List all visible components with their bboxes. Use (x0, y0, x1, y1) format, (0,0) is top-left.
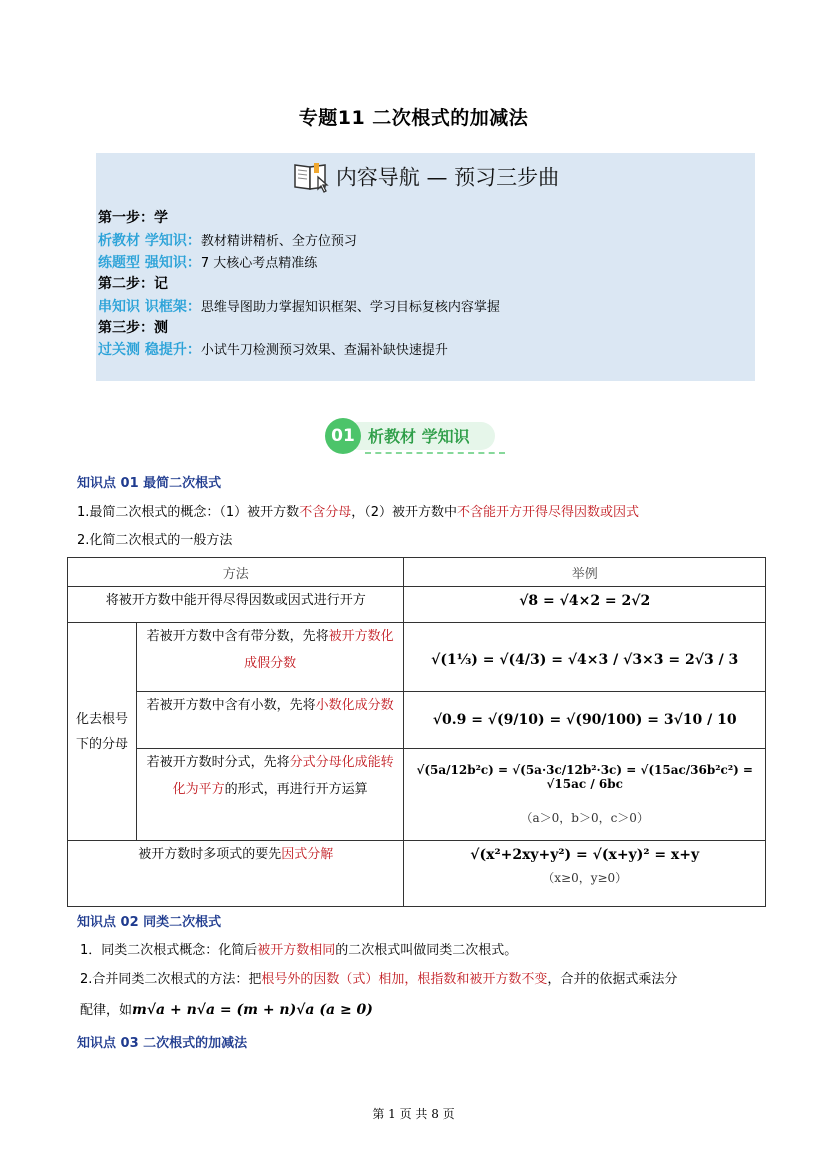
row4-method (136, 749, 404, 841)
row4-method-c: 的形式，再进行开方运算 (224, 782, 368, 797)
nav-line-4-tag: 过关测 稳提升： (98, 342, 201, 358)
row5-example-cell (404, 841, 766, 907)
row4-method-a: 若被开方数时分式，先将 (146, 755, 290, 770)
row5-method-b: 因式分解 (281, 847, 334, 862)
row1-method: 将被开方数中能开得尽得因数或因式进行开方 (68, 587, 404, 623)
kp2-paragraph-3 (80, 999, 373, 1018)
kp1-p1-b: 不含分母 (299, 505, 352, 520)
kp2-formula: m√a + n√a = (m + n)√a (a ≥ 0) (132, 1002, 373, 1018)
table-row (68, 841, 766, 907)
row5-example: √(x²+2xy+y²) = √(x+y)² = x+y (470, 847, 700, 863)
table-header-row (68, 558, 766, 587)
content-navigation-box (96, 153, 755, 381)
row3-example-cell (404, 692, 766, 749)
kp2-p2-c: ，合并的依据式乘法分 (547, 972, 678, 987)
kp2-paragraph-1 (80, 939, 517, 958)
badge-number: 01 (325, 418, 361, 454)
row4-condition: （a＞0，b＞0，c＞0） (520, 811, 649, 825)
kp1-paragraph-2: 2.化简二次根式的一般方法 (77, 533, 233, 548)
table-row (68, 692, 766, 749)
methods-table (67, 557, 766, 907)
nav-line-2-tag: 练题型 强知识： (98, 255, 201, 271)
row1-example-cell (404, 587, 766, 623)
kp2-p2-b: 根号外的因数（式）相加，根指数和被开方数不变 (261, 972, 548, 987)
nav-line-4 (98, 339, 448, 359)
kp2-p1-c: 的二次根式叫做同类二次根式。 (335, 943, 518, 958)
kp2-p1-b: 被开方数相同 (257, 943, 336, 958)
knowledge-point-3-title: 知识点 03 二次根式的加减法 (77, 1036, 248, 1051)
kp1-p1-c: ，（2）被开方数中 (351, 505, 457, 520)
kp2-p3-a: 配律，如 (80, 1003, 133, 1018)
row4-example-cell (404, 749, 766, 841)
table-row (68, 587, 766, 623)
kp2-paragraph-2 (80, 968, 677, 987)
nav-line-4-text: 小试牛刀检测预习效果、查漏补缺快速提升 (200, 343, 448, 358)
header-example: 举例 (404, 558, 766, 587)
nav-line-2-text: 7 大核心考点精准练 (200, 256, 318, 271)
row2-example: √(1⅓) = √(4/3) = √4×3 / √3×3 = 2√3 / 3 (431, 652, 739, 668)
row3-method-b: 小数化成分数 (315, 698, 394, 713)
knowledge-point-2-title: 知识点 02 同类二次根式 (77, 915, 222, 930)
kp1-p1-d: 不含能开方开得尽得因数或因式 (456, 505, 639, 520)
nav-header-text: 内容导航 — 预习三步曲 (335, 165, 560, 190)
row5-condition: （x≥0，y≥0） (542, 871, 628, 885)
section-badge (325, 416, 505, 456)
table-row (68, 749, 766, 841)
nav-line-1-tag: 析教材 学知识： (98, 233, 201, 249)
kp2-p1-a: 1．同类二次根式概念：化简后 (80, 943, 258, 958)
row2-method-a: 若被开方数中含有带分数，先将 (146, 629, 329, 644)
step-3: 第三步：测 (98, 320, 168, 336)
header-method: 方法 (68, 558, 404, 587)
row2-method (136, 623, 404, 692)
kp2-p2-a: 2.合并同类二次根式的方法：把 (80, 972, 262, 987)
row4-example: √(5a/12b²c) = √(5a·3c/12b²·3c) = √(15ac/36b²c²) = √15ac / 6bc (416, 763, 753, 791)
badge-underline (365, 452, 505, 454)
table-row (68, 623, 766, 692)
book-pointer-icon (292, 159, 332, 198)
group-label: 化去根号下的分母 (68, 623, 137, 841)
nav-line-1 (98, 230, 357, 250)
row3-method-a: 若被开方数中含有小数，先将 (146, 698, 316, 713)
row3-example: √0.9 = √(9/10) = √(90/100) = 3√10 / 10 (432, 712, 737, 728)
nav-header (96, 159, 755, 198)
step-2: 第二步：记 (98, 276, 168, 292)
row3-method (136, 692, 404, 749)
kp1-p1-a: 1.最简二次根式的概念：（1）被开方数 (77, 505, 300, 520)
nav-line-3-tag: 串知识 识框架： (98, 299, 201, 315)
page-footer: 第 1 页 共 8 页 (372, 1107, 455, 1121)
step-1: 第一步：学 (98, 210, 168, 226)
page-title: 专题11 二次根式的加减法 (298, 107, 529, 129)
row4-method-b: 分式分母化成能转化为平方 (172, 755, 394, 797)
badge-text: 析教材 学知识 (368, 427, 470, 446)
row2-example-cell (404, 623, 766, 692)
row5-method-a: 被开方数时多项式的要先 (138, 847, 282, 862)
nav-line-3-text: 思维导图助力掌握知识框架、学习目标复核内容掌握 (200, 300, 500, 315)
kp1-paragraph-1 (77, 501, 639, 520)
knowledge-point-1-title: 知识点 01 最简二次根式 (77, 476, 222, 491)
nav-line-2 (98, 252, 317, 272)
row5-method (68, 841, 404, 907)
row1-example: √8 = √4×2 = 2√2 (519, 593, 651, 609)
nav-line-3 (98, 296, 500, 316)
nav-line-1-text: 教材精讲精析、全方位预习 (200, 234, 357, 249)
row2-method-b: 被开方数化成假分数 (244, 629, 394, 671)
